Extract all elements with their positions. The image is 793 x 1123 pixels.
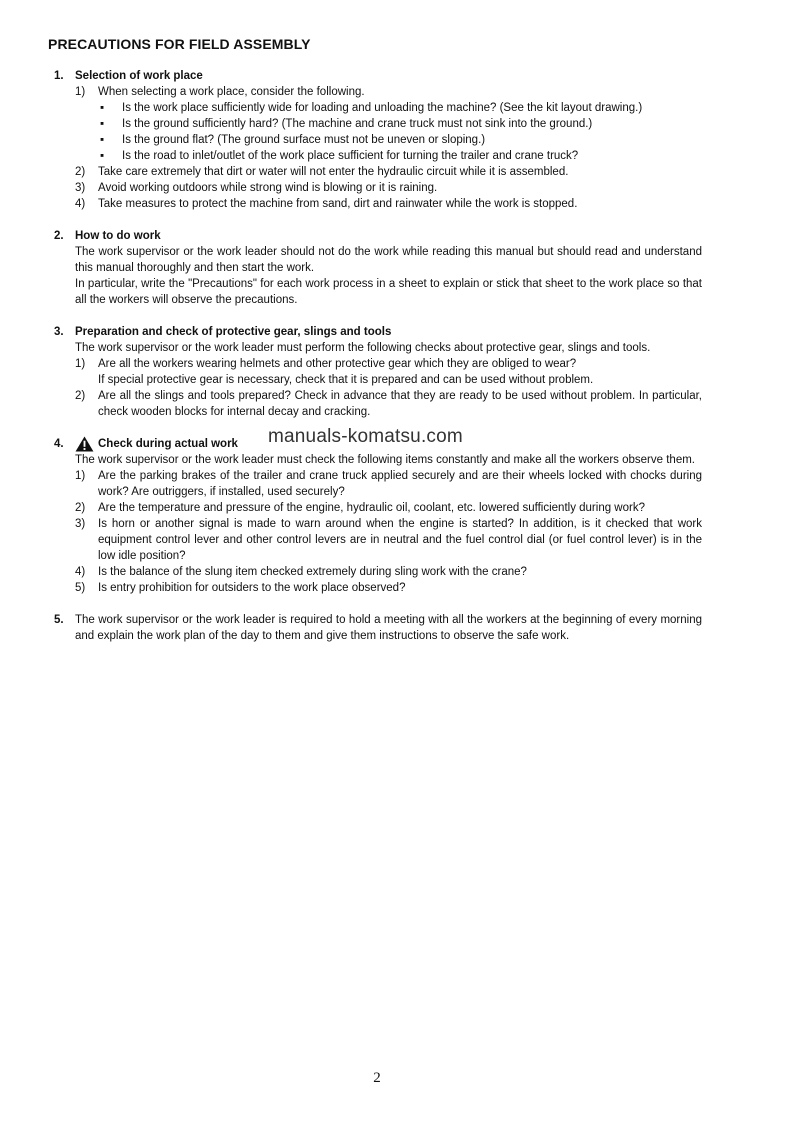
bullet-item xyxy=(100,100,702,116)
document-body xyxy=(54,68,702,660)
bullet-item xyxy=(100,116,702,132)
section-5 xyxy=(54,612,702,644)
bullet-item xyxy=(100,132,702,148)
section-2 xyxy=(54,228,702,308)
item-number: 2) xyxy=(75,166,86,178)
item-text: Is the balance of the slung item checked extremely during sling work with the crane? xyxy=(98,566,527,578)
bullet-icon: ▪ xyxy=(100,150,105,162)
item-text: When selecting a work place, consider the following. xyxy=(98,86,365,98)
bullet-text: Is the road to inlet/outlet of the work place sufficient for turning the trailer and crane truck? xyxy=(122,150,579,162)
item-number: 1) xyxy=(75,358,86,370)
paragraph: The work supervisor or the work leader must check the following items constantly and make all the workers observe them. xyxy=(75,454,695,466)
item-number: 2) xyxy=(75,502,86,514)
item-number: 4) xyxy=(75,198,86,210)
bullet-icon: ▪ xyxy=(100,134,105,146)
item-text: Avoid working outdoors while strong wind is blowing or it is raining. xyxy=(98,182,438,194)
item-number: 3) xyxy=(75,182,86,194)
warning-icon xyxy=(75,436,94,452)
page-title: PRECAUTIONS FOR FIELD ASSEMBLY xyxy=(48,36,311,52)
section-heading: Check during actual work xyxy=(98,438,238,450)
bullet-text: Is the work place sufficiently wide for loading and unloading the machine? (See the kit layout drawing.) xyxy=(122,102,643,114)
section-number: 4. xyxy=(54,438,64,450)
list-item xyxy=(75,580,702,596)
section-heading: Preparation and check of protective gear, slings and tools xyxy=(75,326,392,338)
section-number: 2. xyxy=(54,230,64,242)
item-number: 3) xyxy=(75,518,86,530)
item-text: Are all the slings and tools prepared? Check in advance that they are ready to be used without problem. In particular, check wooden blocks for internal decay and cracking. xyxy=(98,390,702,418)
bullet-icon: ▪ xyxy=(100,118,105,130)
bullet-text: Is the ground flat? (The ground surface must not be uneven or sloping.) xyxy=(122,134,486,146)
paragraph: The work supervisor or the work leader should not do the work while reading this manual but should read and understand this manual thoroughly and then start the work. xyxy=(75,246,702,274)
paragraph: In particular, write the "Precautions" for each work process in a sheet to explain or stick that sheet to the work place so that all the workers will observe the precautions. xyxy=(75,278,702,306)
list-item xyxy=(75,388,702,420)
section-1 xyxy=(54,68,702,212)
item-text: Is entry prohibition for outsiders to the work place observed? xyxy=(98,582,406,594)
item-number: 2) xyxy=(75,390,86,402)
section-heading: How to do work xyxy=(75,230,161,242)
list-item xyxy=(75,84,702,164)
list-item xyxy=(75,516,702,564)
item-text: Are the temperature and pressure of the engine, hydraulic oil, coolant, etc. lowered sufficiently during work? xyxy=(98,502,645,514)
section-4 xyxy=(54,436,702,596)
item-text: Are the parking brakes of the trailer and crane truck applied securely and are their wheels locked with chocks during work? Are outriggers, if installed, used securely? xyxy=(98,470,702,498)
page-number: 2 xyxy=(373,1070,381,1086)
item-number: 5) xyxy=(75,582,86,594)
item-text: Take care extremely that dirt or water will not enter the hydraulic circuit while it is assembled. xyxy=(98,166,569,178)
list-item xyxy=(75,468,702,500)
list-item xyxy=(75,500,702,516)
list-item xyxy=(75,164,702,180)
item-number: 1) xyxy=(75,86,86,98)
item-text: Are all the workers wearing helmets and other protective gear which they are obliged to wear? xyxy=(98,358,577,370)
watermark: manuals-komatsu.com xyxy=(268,426,463,447)
list-item xyxy=(75,564,702,580)
section-number: 1. xyxy=(54,70,64,82)
bullet-text: Is the ground sufficiently hard? (The machine and crane truck must not sink into the ground.) xyxy=(122,118,593,130)
section-number: 5. xyxy=(54,614,64,626)
section-3 xyxy=(54,324,702,420)
paragraph: The work supervisor or the work leader must perform the following checks about protective gear, slings and tools. xyxy=(75,342,651,354)
bullet-item xyxy=(100,148,702,164)
list-item xyxy=(75,180,702,196)
item-text: Take measures to protect the machine from sand, dirt and rainwater while the work is stopped. xyxy=(98,198,578,210)
list-item xyxy=(75,356,702,388)
item-number: 4) xyxy=(75,566,86,578)
paragraph: The work supervisor or the work leader is required to hold a meeting with all the workers at the beginning of every morning and explain the work plan of the day to them and give them instructions to observe the safe work. xyxy=(75,614,702,642)
section-number: 3. xyxy=(54,326,64,338)
item-text: Is horn or another signal is made to warn around when the engine is started? In addition, is it checked that work equipment control lever and other control levers are in neutral and the fuel control dial (or fuel control lever) is in the low idle position? xyxy=(98,518,702,562)
section-heading: Selection of work place xyxy=(75,70,203,82)
bullet-icon: ▪ xyxy=(100,102,105,114)
item-extra-text: If special protective gear is necessary, check that it is prepared and can be used without problem. xyxy=(98,374,594,386)
item-number: 1) xyxy=(75,470,86,482)
list-item xyxy=(75,196,702,212)
